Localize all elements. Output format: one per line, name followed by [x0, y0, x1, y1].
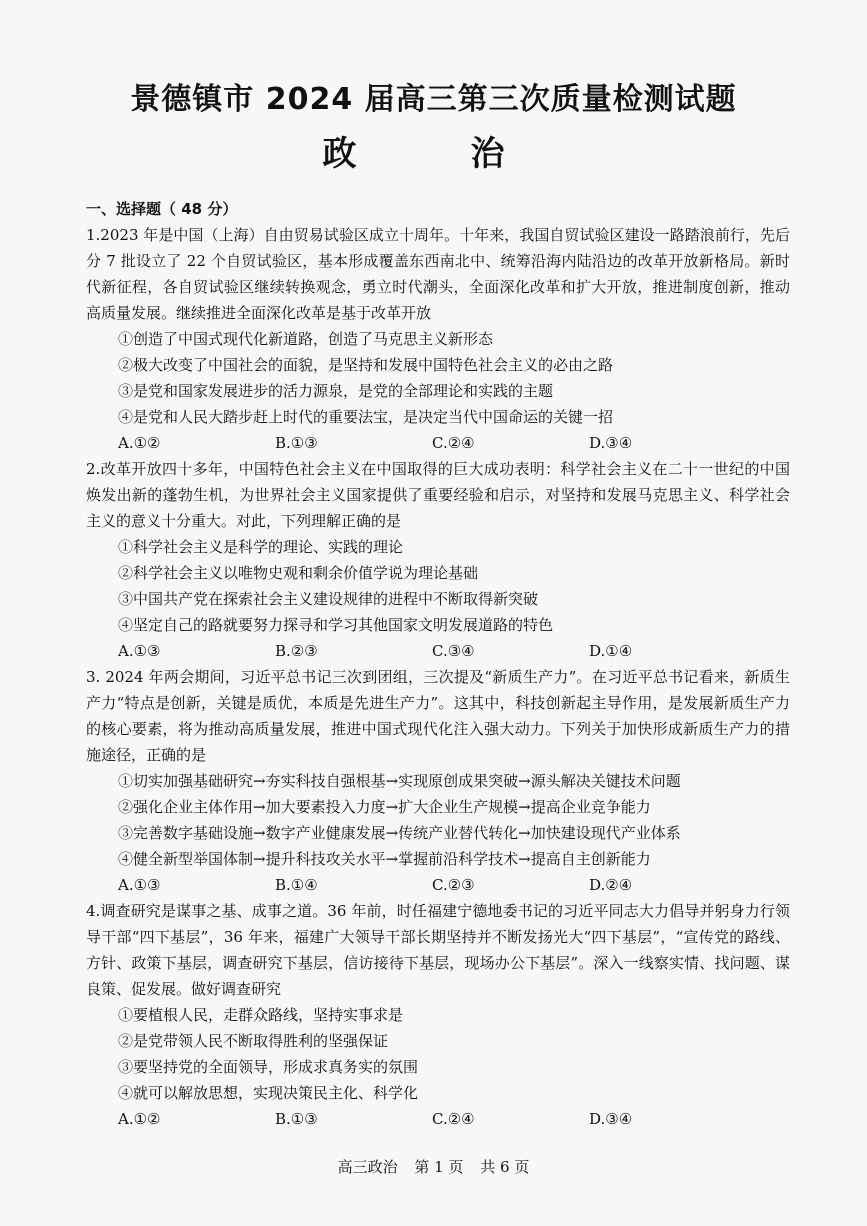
answer-choices: [86, 638, 790, 664]
choice-b: B.①④: [275, 876, 318, 894]
question-4: [86, 898, 790, 1132]
statement: ③是党和国家发展进步的活力源泉，是党的全部理论和实践的主题: [118, 382, 554, 400]
statement: ①创造了中国式现代化新道路，创造了马克思主义新形态: [118, 330, 494, 348]
answer-choices: [86, 430, 790, 456]
statement: ④就可以解放思想，实现决策民主化、科学化: [118, 1084, 419, 1102]
choice-a: A.①②: [118, 434, 161, 452]
statement: ④是党和人民大踏步赶上时代的重要法宝，是决定当代中国命运的关键一招: [118, 408, 614, 426]
choice-a: A.①②: [118, 1110, 161, 1128]
choice-c: C.②③: [432, 876, 475, 894]
question-1: [86, 222, 790, 456]
choice-b: B.①③: [275, 434, 318, 452]
question-stem: 3. 2024 年两会期间，习近平总书记三次到团组，三次提及“新质生产力”。在习近平总书记看来，新质生产力“特点是创新，关键是质优，本质是先进生产力”。这其中，科技创新起主导作用，是发展新质生产力的核心要素，将为推动高质量发展，推进中国式现代化注入强大动力。下列关于加快形成新质生产力的措施途径，正确的是: [86, 668, 790, 764]
statement: ②是党带领人民不断取得胜利的坚强保证: [118, 1032, 389, 1050]
statement: ③完善数字基础设施→数字产业健康发展→传统产业替代转化→加快建设现代产业体系: [118, 824, 681, 842]
choice-b: B.①③: [275, 1110, 318, 1128]
section-title: 一、选择题（ 48 分）: [86, 200, 238, 218]
question-3: [86, 664, 790, 898]
page-footer: [0, 1156, 867, 1177]
choice-c: C.②④: [432, 434, 475, 452]
questions-area: [86, 196, 790, 1132]
exam-title: 景德镇市 2024 届高三第三次质量检测试题: [130, 82, 737, 117]
statement: ③要坚持党的全面领导，形成求真务实的氛围: [118, 1058, 419, 1076]
choice-a: A.①③: [118, 876, 161, 894]
statement: ②强化企业主体作用→加大要素投入力度→扩大企业生产规模→提高企业竞争能力: [118, 798, 651, 816]
statement: ①科学社会主义是科学的理论、实践的理论: [118, 538, 404, 556]
choice-d: D.②④: [589, 876, 633, 894]
choice-d: D.③④: [589, 1110, 633, 1128]
statement: ①要植根人民，走群众路线，坚持实事求是: [118, 1006, 404, 1024]
statement: ④健全新型举国体制→提升科技攻关水平→掌握前沿科学技术→提高自主创新能力: [118, 850, 651, 868]
footer-total-pages: 共 6 页: [480, 1158, 530, 1176]
choice-c: C.③④: [432, 642, 475, 660]
answer-choices: [86, 872, 790, 898]
statement: ④坚定自己的路就要努力探寻和学习其他国家文明发展道路的特色: [118, 616, 554, 634]
answer-choices: [86, 1106, 790, 1132]
choice-b: B.②③: [275, 642, 318, 660]
footer-page-number: 第 1 页: [414, 1158, 464, 1176]
statement: ②科学社会主义以唯物史观和剩余价值学说为理论基础: [118, 564, 479, 582]
question-2: [86, 456, 790, 664]
statement: ③中国共产党在探索社会主义建设规律的进程中不断取得新突破: [118, 590, 539, 608]
choice-d: D.③④: [589, 434, 633, 452]
choice-a: A.①③: [118, 642, 161, 660]
question-stem: 2.改革开放四十多年，中国特色社会主义在中国取得的巨大成功表明：科学社会主义在二十一世纪的中国焕发出新的蓬勃生机，为世界社会主义国家提供了重要经验和启示，对坚持和发展马克思主义、科学社会主义的意义十分重大。对此，下列理解正确的是: [86, 460, 790, 530]
question-stem: 4.调查研究是谋事之基、成事之道。36 年前，时任福建宁德地委书记的习近平同志大力倡导并躬身力行领导干部“四下基层”，36 年来，福建广大领导干部长期坚持并不断发扬光大“四下基层”，“宣传党的路线、方针、政策下基层，调查研究下基层，信访接待下基层，现场办公下基层”。深入一线察实情、找问题、谋良策、促发展。做好调查研究: [86, 902, 790, 998]
statement: ①切实加强基础研究→夯实科技自强根基→实现原创成果突破→源头解决关键技术问题: [118, 772, 681, 790]
statement: ②极大改变了中国社会的面貌，是坚持和发展中国特色社会主义的必由之路: [118, 356, 614, 374]
choice-d: D.①④: [589, 642, 633, 660]
footer-course: 高三政治: [337, 1158, 398, 1176]
choice-c: C.②④: [432, 1110, 475, 1128]
question-stem: 1.2023 年是中国（上海）自由贸易试验区成立十周年。十年来，我国自贸试验区建设一路踏浪前行，先后分 7 批设立了 22 个自贸试验区，基本形成覆盖东西南北中、统筹沿海内陆沿边的改革开放新格局。新时代新征程，各自贸试验区继续转换观念，勇立时代潮头，全面深化改革和扩大开放，推进制度创新，推动高质量发展。继续推进全面深化改革是基于改革开放: [86, 226, 790, 322]
subject-title: 政 治: [322, 134, 545, 174]
